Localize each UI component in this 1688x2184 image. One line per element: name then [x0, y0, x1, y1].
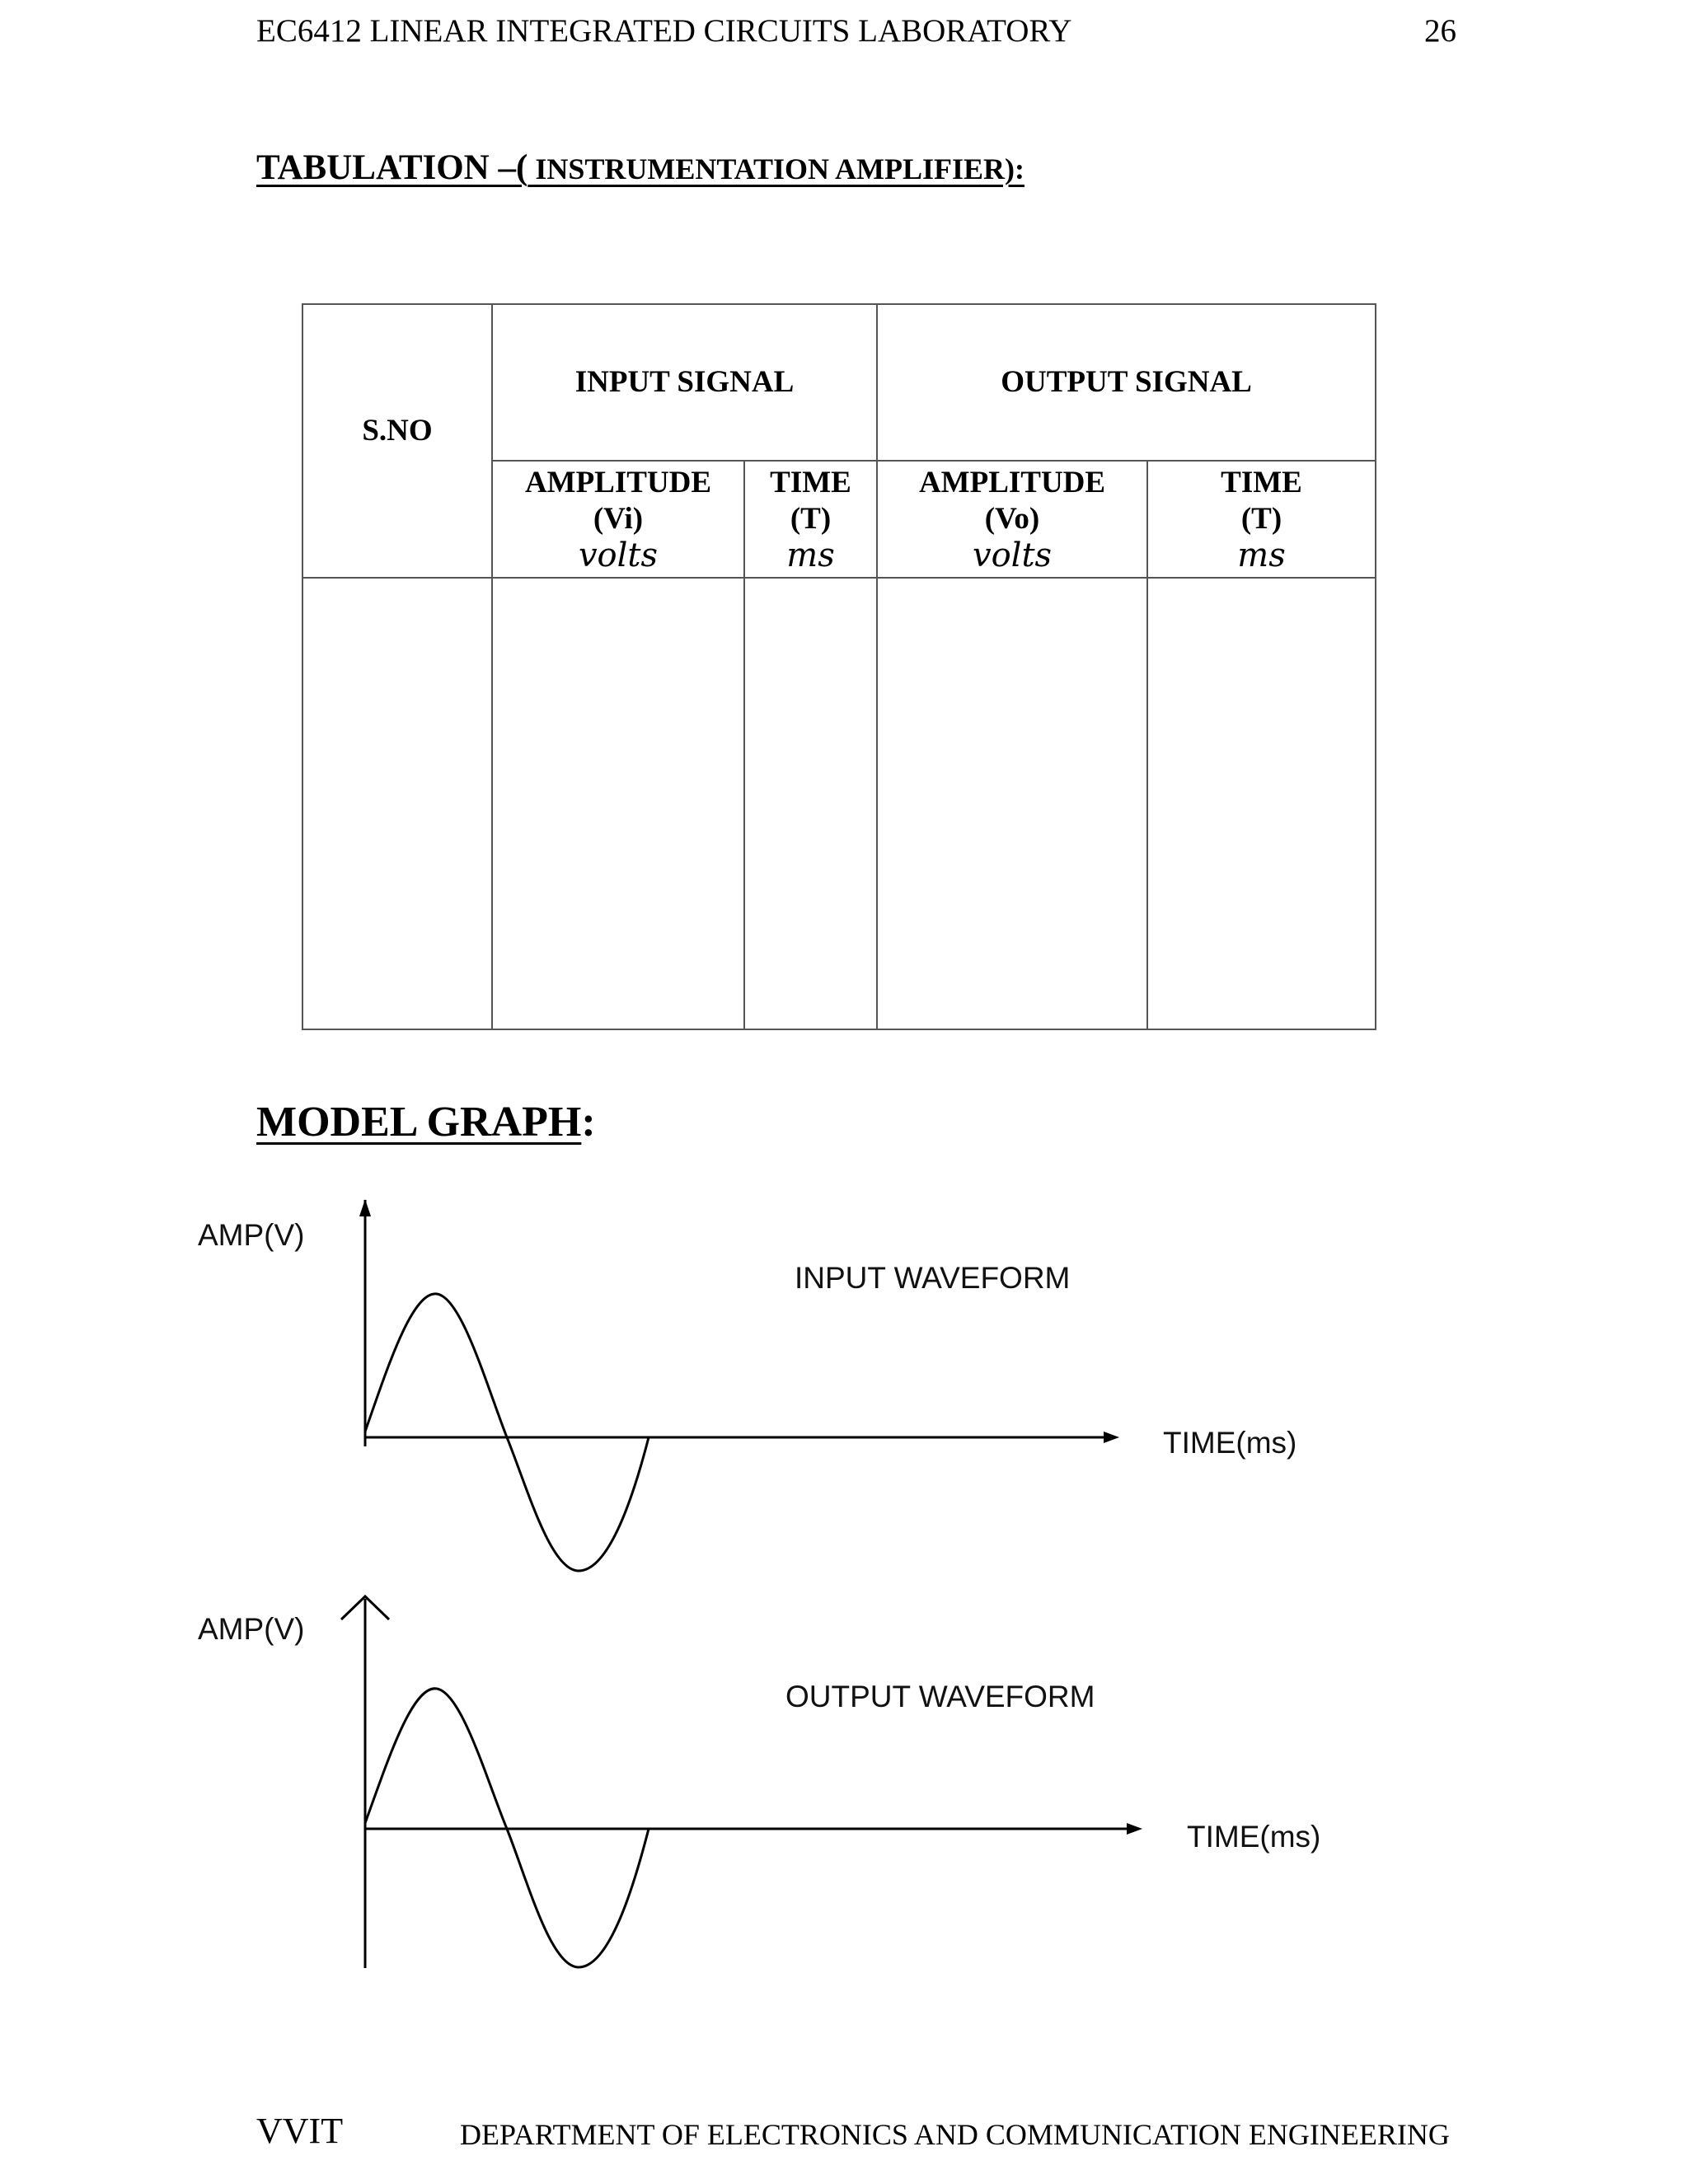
column-unit: ms: [1237, 537, 1286, 574]
tabulation-title-main: TABULATION –(: [256, 148, 528, 187]
output-y-axis-label: AMP(V): [198, 1612, 305, 1646]
input-signal-header: INPUT SIGNAL: [492, 304, 877, 461]
sno-header-label: S.NO: [362, 414, 433, 448]
page-number: 26: [1424, 13, 1456, 49]
tabulation-title-sub: INSTRUMENTATION AMPLIFIER):: [528, 152, 1025, 185]
column-title: TIME: [770, 466, 851, 499]
output-signal-header: OUTPUT SIGNAL: [877, 304, 1376, 461]
column-symbol: (T): [1240, 502, 1282, 536]
column-symbol: (Vi): [593, 502, 644, 536]
column-unit: volts: [578, 537, 659, 574]
footer-department: DEPARTMENT OF ELECTRONICS AND COMMUNICATION ENGINEERING: [460, 2118, 1450, 2151]
model-graph-title-colon: :: [581, 1099, 596, 1146]
output-x-axis-label: TIME(ms): [1187, 1820, 1321, 1854]
footer-institution: VVIT: [256, 2111, 344, 2151]
input-x-axis-label: TIME(ms): [1163, 1426, 1297, 1460]
input-sine-wave: [365, 1294, 649, 1571]
column-title: TIME: [1221, 466, 1302, 499]
output-waveform-caption: OUTPUT WAVEFORM: [785, 1680, 1095, 1713]
column-unit: ms: [786, 537, 835, 574]
column-unit: volts: [972, 537, 1053, 574]
column-title: AMPLITUDE: [524, 466, 712, 499]
column-symbol: (T): [790, 502, 832, 536]
input-y-axis-arrowhead: [359, 1199, 371, 1216]
input-x-axis-arrowhead: [1104, 1432, 1119, 1443]
input-graph: [359, 1199, 1119, 1571]
output-graph: [341, 1596, 1142, 1968]
input-waveform-caption: INPUT WAVEFORM: [795, 1261, 1071, 1295]
model-graph-title-text: MODEL GRAPH: [256, 1099, 582, 1146]
output-x-axis-arrowhead: [1127, 1823, 1142, 1835]
column-title: AMPLITUDE: [918, 466, 1106, 499]
column-symbol: (Vo): [984, 502, 1040, 536]
running-header-title: EC6412 LINEAR INTEGRATED CIRCUITS LABORATORY: [256, 13, 1072, 49]
input-y-axis-label: AMP(V): [198, 1218, 305, 1252]
